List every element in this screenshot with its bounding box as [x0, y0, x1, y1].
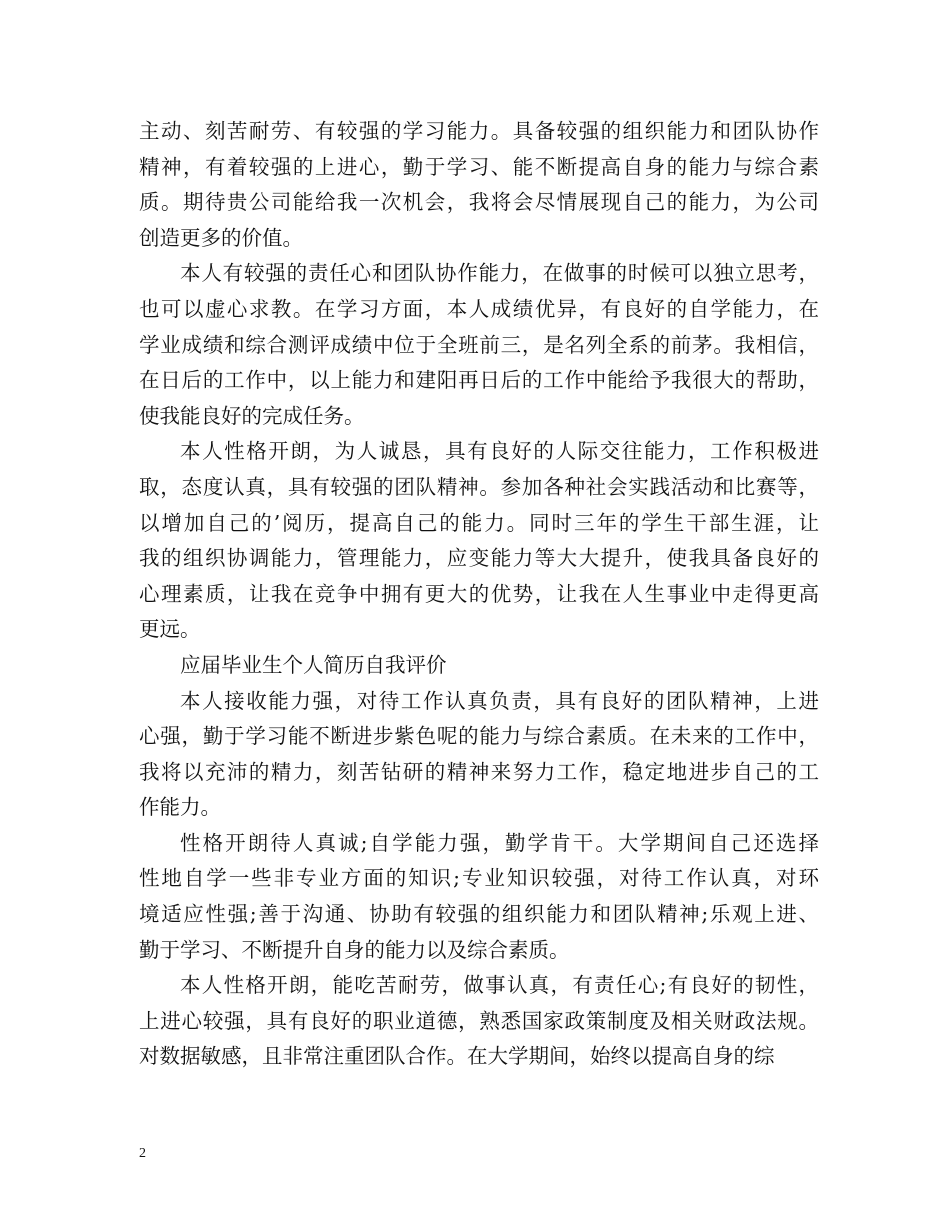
document-body: [139, 114, 819, 1075]
text-line: 使我能良好的完成任务。: [139, 403, 365, 428]
page-number: 2: [139, 1146, 146, 1161]
text-line: 作能力。: [139, 795, 221, 820]
text-line: 也可以虚心求教。在学习方面，本人成绩优异，有良好的自学能力，在: [139, 296, 819, 321]
text-line: 我的组织协调能力，管理能力，应变能力等大大提升，使我具备良好的: [139, 546, 819, 571]
paragraph: [139, 648, 819, 684]
text-line: 性地自学一些非专业方面的知识;专业知识较强，对待工作认真，对环: [139, 866, 819, 891]
text-line: 上进心较强，具有良好的职业道德，熟悉国家政策制度及相关财政法规。: [139, 1008, 819, 1033]
text-line: 对数据敏感，且非常注重团队合作。在大学期间，始终以提高自身的综: [139, 1044, 775, 1069]
text-line: 勤于学习、不断提升自身的能力以及综合素质。: [139, 937, 570, 962]
paragraph: [139, 114, 819, 256]
paragraph: [139, 256, 819, 434]
text-line: 取，态度认真，具有较强的团队精神。参加各种社会实践活动和比赛等，: [139, 474, 819, 499]
text-line: 性格开朗待人真诚;自学能力强，勤学肯干。大学期间自己还选择: [180, 830, 819, 855]
text-line: 本人性格开朗，为人诚恳，具有良好的人际交往能力，工作积极进: [180, 439, 819, 464]
text-line: 本人接收能力强，对待工作认真负责，具有良好的团队精神，上进: [180, 688, 819, 713]
text-line: 更远。: [139, 617, 201, 642]
text-line: 心强，勤于学习能不断进步紫色呢的能力与综合素质。在未来的工作中，: [139, 724, 819, 749]
text-line: 精神，有着较强的上进心，勤于学习、能不断提高自身的能力与综合素: [139, 154, 819, 179]
paragraph: [139, 684, 819, 826]
text-line: 主动、刻苦耐劳、有较强的学习能力。具备较强的组织能力和团队协作: [139, 119, 819, 143]
text-line: 我将以充沛的精力，刻苦钻研的精神来努力工作，稳定地进步自己的工: [139, 759, 819, 784]
text-line: 质。期待贵公司能给我一次机会，我将会尽情展现自己的能力，为公司: [139, 190, 819, 215]
text-line: 本人有较强的责任心和团队协作能力，在做事的时候可以独立思考，: [180, 261, 819, 286]
text-line: 本人性格开朗，能吃苦耐劳，做事认真，有责任心;有良好的韧性，: [180, 973, 819, 998]
paragraph: [139, 826, 819, 968]
paragraph: [139, 968, 819, 1075]
text-line: 心理素质，让我在竞争中拥有更大的优势，让我在人生事业中走得更高: [139, 581, 819, 606]
text-line: 以增加自己的’阅历，提高自己的能力。同时三年的学生干部生涯，让: [139, 510, 819, 535]
text-line: 创造更多的价值。: [139, 225, 303, 250]
text-line: 学业成绩和综合测评成绩中位于全班前三，是名列全系的前茅。我相信，: [139, 332, 819, 357]
text-line: 在日后的工作中，以上能力和建阳再日后的工作中能给予我很大的帮助，: [139, 368, 819, 393]
text-line: 境适应性强;善于沟通、协助有较强的组织能力和团队精神;乐观上进、: [139, 902, 819, 927]
paragraph: [139, 434, 819, 648]
text-line: 应届毕业生个人简历自我评价: [180, 652, 447, 677]
